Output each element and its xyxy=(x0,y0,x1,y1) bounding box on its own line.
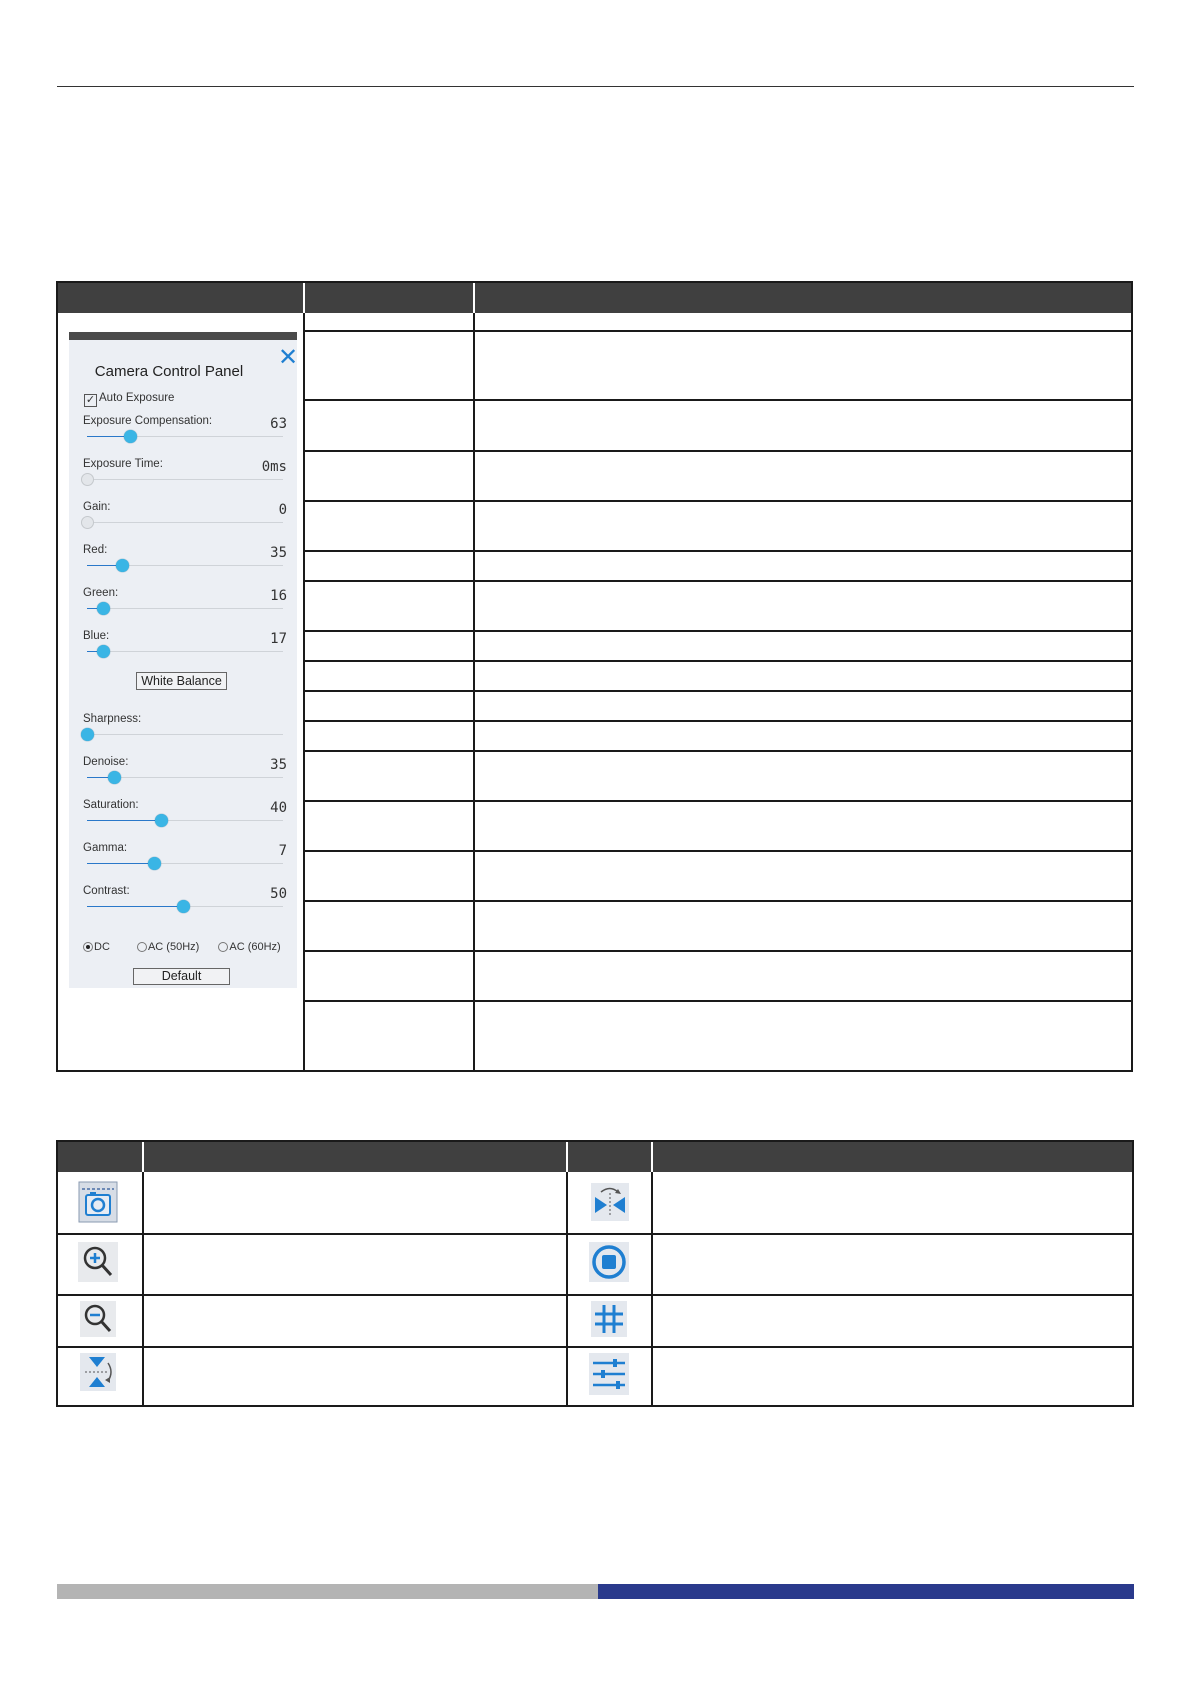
settings-sliders-icon[interactable] xyxy=(589,1353,629,1393)
slider-fill xyxy=(87,820,161,821)
capture-icon[interactable] xyxy=(78,1181,118,1221)
slider-fill xyxy=(87,863,154,864)
settings-table-row xyxy=(305,852,1131,902)
slider-label-gain: Gain: xyxy=(83,501,111,513)
anti-flicker-options xyxy=(83,941,281,953)
slider-value-exposure-compensation: 63 xyxy=(270,416,287,432)
panel-title: Camera Control Panel xyxy=(94,363,244,380)
zoom-out-icon[interactable] xyxy=(80,1301,120,1341)
slider-knob[interactable] xyxy=(177,900,190,913)
settings-table-row xyxy=(305,582,1131,632)
slider-knob[interactable] xyxy=(81,516,94,529)
camera-control-panel xyxy=(69,332,297,988)
slider-track-exposure-time[interactable] xyxy=(87,479,283,480)
icons-table-header xyxy=(58,1142,1132,1172)
slider-knob[interactable] xyxy=(81,473,94,486)
slider-value-green: 16 xyxy=(270,588,287,604)
settings-table-row xyxy=(305,332,1131,401)
slider-label-green: Green: xyxy=(83,587,119,599)
slider-track-saturation[interactable] xyxy=(87,820,283,821)
settings-table-row xyxy=(305,401,1131,452)
radio-ac-50hz[interactable]: AC (50Hz) xyxy=(137,941,199,953)
slider-knob[interactable] xyxy=(97,645,110,658)
slider-track-gamma[interactable] xyxy=(87,863,283,864)
slider-value-denoise: 35 xyxy=(270,757,287,773)
settings-table-row xyxy=(305,662,1131,692)
slider-label-exposure-compensation: Exposure Compensation: xyxy=(83,415,213,427)
auto-exposure-label: Auto Exposure xyxy=(99,392,175,404)
record-stop-icon[interactable] xyxy=(589,1242,629,1282)
auto-exposure-checkbox[interactable] xyxy=(84,392,174,407)
slider-value-saturation: 40 xyxy=(270,800,287,816)
slider-knob[interactable] xyxy=(155,814,168,827)
checkbox-check-icon: ✓ xyxy=(85,394,96,406)
slider-value-gain: 0 xyxy=(278,502,287,518)
slider-value-gamma: 7 xyxy=(278,843,287,859)
slider-value-exposure-time: 0ms xyxy=(261,459,287,475)
settings-table-row xyxy=(305,552,1131,582)
slider-value-contrast: 50 xyxy=(270,886,287,902)
flip-horizontal-icon[interactable] xyxy=(591,1183,631,1223)
slider-label-blue: Blue: xyxy=(83,630,110,642)
radio-ac-60hz[interactable]: AC (60Hz) xyxy=(218,941,280,953)
settings-table-header xyxy=(58,283,1131,313)
slider-value-red: 35 xyxy=(270,545,287,561)
settings-table-row xyxy=(305,752,1131,802)
radio-dc[interactable]: DC xyxy=(83,941,110,953)
slider-label-denoise: Denoise: xyxy=(83,756,129,768)
close-icon[interactable]: ✕ xyxy=(278,344,299,371)
slider-knob[interactable] xyxy=(108,771,121,784)
top-rule xyxy=(57,86,1134,87)
slider-knob[interactable] xyxy=(81,728,94,741)
flip-vertical-icon[interactable] xyxy=(80,1353,120,1393)
slider-track-blue[interactable] xyxy=(87,651,283,652)
settings-table-row xyxy=(305,452,1131,502)
slider-track-gain[interactable] xyxy=(87,522,283,523)
footer-bar-grey xyxy=(57,1584,598,1599)
settings-table-row xyxy=(305,952,1131,1002)
zoom-in-icon[interactable] xyxy=(78,1242,118,1282)
slider-fill xyxy=(87,906,183,907)
settings-table-row xyxy=(305,722,1131,752)
settings-table-row xyxy=(305,692,1131,722)
slider-label-exposure-time: Exposure Time: xyxy=(83,458,163,470)
settings-table-row xyxy=(305,502,1131,552)
footer-bar-blue xyxy=(598,1584,1134,1599)
slider-label-gamma: Gamma: xyxy=(83,842,128,854)
grid-icon[interactable] xyxy=(591,1301,631,1341)
slider-track-exposure-compensation[interactable] xyxy=(87,436,283,437)
slider-track-green[interactable] xyxy=(87,608,283,609)
slider-knob[interactable] xyxy=(148,857,161,870)
settings-table-row xyxy=(305,902,1131,952)
settings-table-row xyxy=(305,313,1131,332)
toolbar-icons-table xyxy=(56,1140,1134,1407)
slider-track-sharpness[interactable] xyxy=(87,734,283,735)
slider-knob[interactable] xyxy=(124,430,137,443)
settings-table-row xyxy=(305,632,1131,662)
slider-label-contrast: Contrast: xyxy=(83,885,130,897)
settings-table-row xyxy=(305,802,1131,852)
slider-track-denoise[interactable] xyxy=(87,777,283,778)
default-button[interactable]: Default xyxy=(133,968,230,985)
slider-value-blue: 17 xyxy=(270,631,287,647)
settings-table-row xyxy=(305,1002,1131,1070)
white-balance-button[interactable]: White Balance xyxy=(136,672,227,690)
slider-label-saturation: Saturation: xyxy=(83,799,139,811)
settings-table xyxy=(56,281,1133,1072)
slider-track-red[interactable] xyxy=(87,565,283,566)
slider-label-sharpness: Sharpness: xyxy=(83,713,142,725)
slider-label-red: Red: xyxy=(83,544,108,556)
slider-knob[interactable] xyxy=(97,602,110,615)
slider-track-contrast[interactable] xyxy=(87,906,283,907)
slider-knob[interactable] xyxy=(116,559,129,572)
